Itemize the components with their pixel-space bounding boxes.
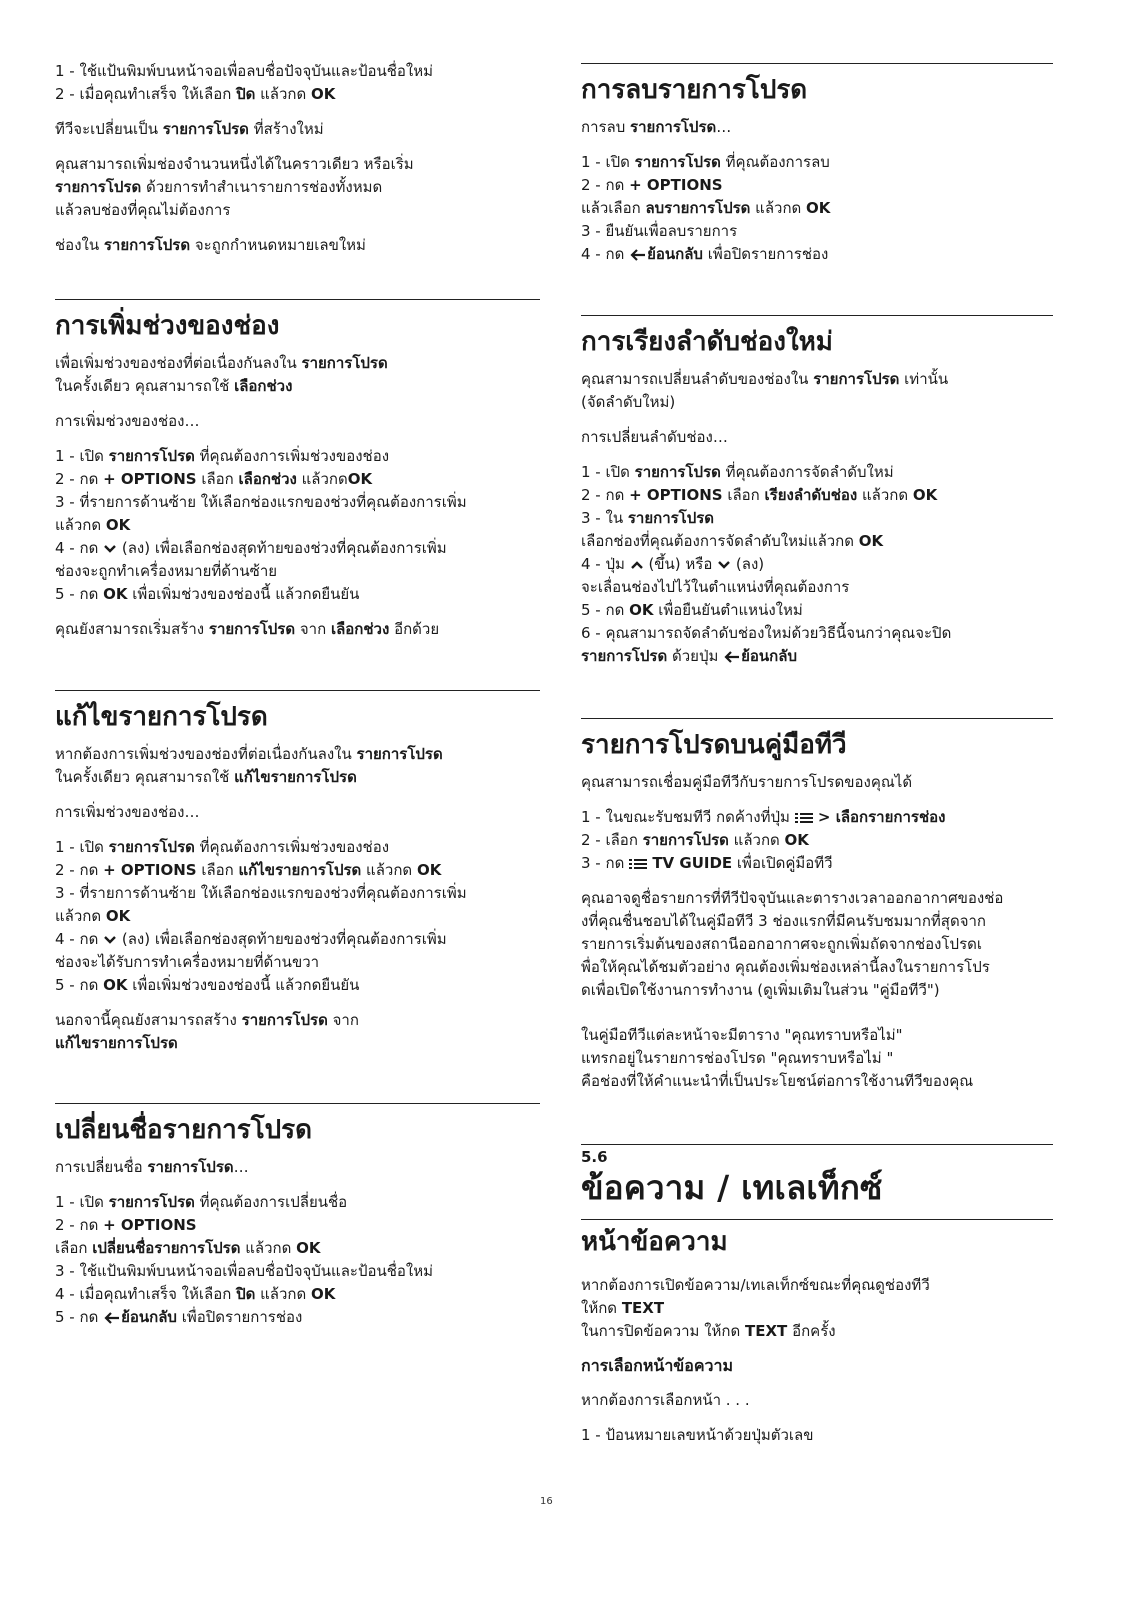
paragraph: การเพิ่มช่วงของช่อง…	[55, 803, 200, 821]
paragraph: ในครั้งเดียว คุณสามารถใช้ แก้ไขรายการโปรด	[55, 768, 357, 786]
paragraph: ดเพื่อเปิดใช้งานการทำงาน (ดูเพิ่มเติมในส่วน "คู่มือทีวี")	[581, 981, 940, 999]
chevron-down-icon	[103, 935, 117, 945]
paragraph: หากต้องการเปิดข้อความ/เทเลเท็กซ์ขณะที่คุณดูช่องทีวี	[581, 1276, 930, 1294]
section-divider	[55, 690, 540, 691]
step: แล้วกด OK	[55, 516, 131, 534]
step: 2 - กด + OPTIONS เลือก เรียงลำดับช่อง แล้วกด OK	[581, 486, 938, 504]
paragraph: พื่อให้คุณได้ชมตัวอย่าง คุณต้องเพิ่มช่องเหล่านี้ลงในรายการโปร	[581, 958, 990, 976]
step: 3 - ยืนยันเพื่อลบรายการ	[581, 222, 738, 240]
paragraph: ในคู่มือทีวีแต่ละหน้าจะมีตาราง "คุณทราบหรือไม่"	[581, 1026, 903, 1044]
step: แล้วกด OK	[55, 907, 131, 925]
paragraph: คุณสามารถเชื่อมคู่มือทีวีกับรายการโปรดของคุณได้	[581, 773, 913, 791]
subsection-title: การเลือกหน้าข้อความ	[581, 1356, 734, 1375]
section-title: รายการโปรดบนคู่มือทีวี	[581, 730, 847, 760]
back-arrow-icon	[723, 650, 741, 664]
back-arrow-icon	[629, 248, 647, 262]
step: 4 - ปุ่ม (ขึ้น) หรือ (ลง)	[581, 555, 765, 573]
paragraph: ช่องใน รายการโปรด จะถูกกำหนดหมายเลขใหม่	[55, 236, 366, 254]
paragraph: การลบ รายการโปรด…	[581, 118, 732, 136]
section-divider	[581, 1219, 1053, 1220]
section-divider	[55, 1103, 540, 1104]
section-title: การลบรายการโปรด	[581, 75, 808, 105]
back-arrow-icon	[103, 1311, 121, 1325]
step: รายการโปรด ด้วยปุ่ม ย้อนกลับ	[581, 647, 797, 665]
step: 4 - กด (ลง) เพื่อเลือกช่องสุดท้ายของช่วงที่คุณต้องการเพิ่ม	[55, 539, 447, 557]
step: 1 - เปิด รายการโปรด ที่คุณต้องการลบ	[581, 153, 830, 171]
step: 2 - กด + OPTIONS เลือก เลือกช่วง แล้วกดOK	[55, 470, 373, 488]
step: 3 - กด TV GUIDE เพื่อเปิดคู่มือทีวี	[581, 854, 833, 872]
section-divider	[581, 718, 1053, 719]
step: 4 - กด ย้อนกลับ เพื่อปิดรายการช่อง	[581, 245, 829, 263]
section-delete-favourites	[581, 63, 1053, 266]
chapter-divider	[581, 1144, 1053, 1145]
step: 1 - เปิด รายการโปรด ที่คุณต้องการจัดลำดับใหม่	[581, 463, 894, 481]
paragraph: (จัดลำดับใหม่)	[581, 393, 676, 411]
step: 6 - คุณสามารถจัดลำดับช่องใหม่ด้วยวิธีนี้จนกว่าคุณจะปิด	[581, 624, 952, 642]
section-divider	[55, 299, 540, 300]
step: เลือก เปลี่ยนชื่อรายการโปรด แล้วกด OK	[55, 1239, 321, 1257]
paragraph: หากต้องการเพิ่มช่วงของช่องที่ต่อเนื่องกันลงใน รายการโปรด	[55, 745, 443, 763]
chapter-teletext	[581, 1144, 1053, 1447]
section-edit-favourites	[55, 690, 540, 1055]
paragraph: รายการเริ่มต้นของสถานีออกอากาศจะถูกเพิ่มถัดจากช่องโปรดเ	[581, 935, 983, 953]
step: 3 - ที่รายการด้านซ้าย ให้เลือกช่องแรกของช่วงที่คุณต้องการเพิ่ม	[55, 493, 467, 511]
section-rename-favourites	[55, 1103, 540, 1329]
step: 2 - กด + OPTIONS เลือก แก้ไขรายการโปรด แล้วกด OK	[55, 861, 442, 879]
paragraph: รายการโปรด ด้วยการทำสำเนารายการช่องทั้งหมด	[55, 178, 383, 196]
section-reorder	[581, 315, 1053, 668]
paragraph: คุณยังสามารถเริ่มสร้าง รายการโปรด จาก เลือกช่วง อีกด้วย	[55, 620, 440, 638]
step: 5 - กด OK เพื่อเพิ่มช่วงของช่องนี้ แล้วกดยืนยัน	[55, 976, 360, 994]
paragraph: ในครั้งเดียว คุณสามารถใช้ เลือกช่วง	[55, 377, 293, 395]
chevron-down-icon	[717, 560, 731, 570]
rename-continuation	[55, 60, 540, 257]
step: จะเลื่อนช่องไปไว้ในตำแหน่งที่คุณต้องการ	[581, 578, 850, 596]
step: 1 - ในขณะรับชมทีวี กดค้างที่ปุ่ม > เลือกรายการช่อง	[581, 808, 946, 826]
step: 3 - ใน รายการโปรด	[581, 509, 715, 527]
chevron-down-icon	[103, 544, 117, 554]
step: 1 - ป้อนหมายเลขหน้าด้วยปุ่มตัวเลข	[581, 1426, 814, 1444]
paragraph: ทีวีจะเปลี่ยนเป็น รายการโปรด ที่สร้างใหม่	[55, 120, 324, 138]
step: 3 - ที่รายการด้านซ้าย ให้เลือกช่องแรกของช่วงที่คุณต้องการเพิ่ม	[55, 884, 467, 902]
step: ช่องจะถูกทำเครื่องหมายที่ด้านซ้าย	[55, 562, 278, 580]
paragraph: แก้ไขรายการโปรด	[55, 1034, 178, 1052]
step: 1 - ใช้แป้นพิมพ์บนหน้าจอเพื่อลบชื่อปัจจุบันและป้อนชื่อใหม่	[55, 62, 434, 80]
paragraph: ในการปิดข้อความ ให้กด TEXT อีกครั้ง	[581, 1322, 836, 1340]
paragraph: คือช่องที่ให้คำแนะนำที่เป็นประโยชน์ต่อการใช้งานทีวีของคุณ	[581, 1072, 974, 1090]
step: 5 - กด OK เพื่อยืนยันตำแหน่งใหม่	[581, 601, 803, 619]
step: 1 - เปิด รายการโปรด ที่คุณต้องการเพิ่มช่วงของช่อง	[55, 447, 390, 465]
paragraph: แทรกอยู่ในรายการช่องโปรด "คุณทราบหรือไม่ "	[581, 1049, 894, 1067]
step: 2 - เมื่อคุณทำเสร็จ ให้เลือก ปิด แล้วกด OK	[55, 85, 336, 103]
section-title: เปลี่ยนชื่อรายการโปรด	[55, 1115, 313, 1145]
chapter-title: ข้อความ / เทเลเท็กซ์	[581, 1168, 883, 1207]
step: 1 - เปิด รายการโปรด ที่คุณต้องการเปลี่ยนชื่อ	[55, 1193, 348, 1211]
step: 5 - กด ย้อนกลับ เพื่อปิดรายการช่อง	[55, 1308, 303, 1326]
step: เลือกช่องที่คุณต้องการจัดลำดับใหม่แล้วกด OK	[581, 532, 884, 550]
section-add-range	[55, 299, 540, 641]
paragraph: หากต้องการเลือกหน้า . . .	[581, 1391, 750, 1409]
section-divider	[581, 63, 1053, 64]
paragraph: การเปลี่ยนลำดับช่อง…	[581, 428, 728, 446]
section-tv-guide	[581, 718, 1053, 1093]
paragraph: นอกจานี้คุณยังสามารถสร้าง รายการโปรด จาก	[55, 1011, 359, 1029]
chapter-number: 5.6	[581, 1148, 608, 1166]
list-icon	[795, 812, 813, 824]
step: 2 - กด + OPTIONS	[581, 176, 723, 194]
section-title: หน้าข้อความ	[581, 1227, 728, 1257]
paragraph: เพื่อเพิ่มช่วงของช่องที่ต่อเนื่องกันลงใน รายการโปรด	[55, 354, 388, 372]
step: 2 - กด + OPTIONS	[55, 1216, 197, 1234]
section-title: การเพิ่มช่วงของช่อง	[55, 311, 280, 341]
step: 4 - กด (ลง) เพื่อเลือกช่องสุดท้ายของช่วงที่คุณต้องการเพิ่ม	[55, 930, 447, 948]
step: แล้วเลือก ลบรายการโปรด แล้วกด OK	[581, 199, 831, 217]
section-divider	[581, 315, 1053, 316]
paragraph: คุณสามารถเปลี่ยนลำดับของช่องใน รายการโปรด เท่านั้น	[581, 370, 949, 388]
section-title: แก้ไขรายการโปรด	[55, 702, 268, 732]
step: ช่องจะได้รับการทำเครื่องหมายที่ด้านขวา	[55, 953, 320, 971]
step: 5 - กด OK เพื่อเพิ่มช่วงของช่องนี้ แล้วกดยืนยัน	[55, 585, 360, 603]
paragraph: การเปลี่ยนชื่อ รายการโปรด…	[55, 1158, 249, 1176]
tv-guide-icon	[629, 858, 647, 870]
step: 1 - เปิด รายการโปรด ที่คุณต้องการเพิ่มช่วงของช่อง	[55, 838, 390, 856]
paragraph: คุณสามารถเพิ่มช่องจำนวนหนึ่งได้ในคราวเดียว หรือเริ่ม	[55, 155, 414, 173]
step: 4 - เมื่อคุณทำเสร็จ ให้เลือก ปิด แล้วกด OK	[55, 1285, 336, 1303]
chevron-up-icon	[630, 560, 644, 570]
page-number: 16	[540, 1496, 553, 1507]
step: 2 - เลือก รายการโปรด แล้วกด OK	[581, 831, 809, 849]
section-title: การเรียงลำดับช่องใหม่	[581, 327, 833, 357]
paragraph: การเพิ่มช่วงของช่อง…	[55, 412, 200, 430]
paragraph: แล้วลบช่องที่คุณไม่ต้องการ	[55, 201, 231, 219]
paragraph: คุณอาจดูชื่อรายการที่ทีวีปัจจุบันและตารางเวลาออกอากาศของช่อ	[581, 889, 1004, 907]
paragraph: งที่คุณชื่นชอบได้ในคู่มือทีวี 3 ช่องแรกที่มีคนรับชมมากที่สุดจาก	[581, 912, 986, 930]
paragraph: ให้กด TEXT	[581, 1299, 665, 1317]
step: 3 - ใช้แป้นพิมพ์บนหน้าจอเพื่อลบชื่อปัจจุบันและป้อนชื่อใหม่	[55, 1262, 434, 1280]
